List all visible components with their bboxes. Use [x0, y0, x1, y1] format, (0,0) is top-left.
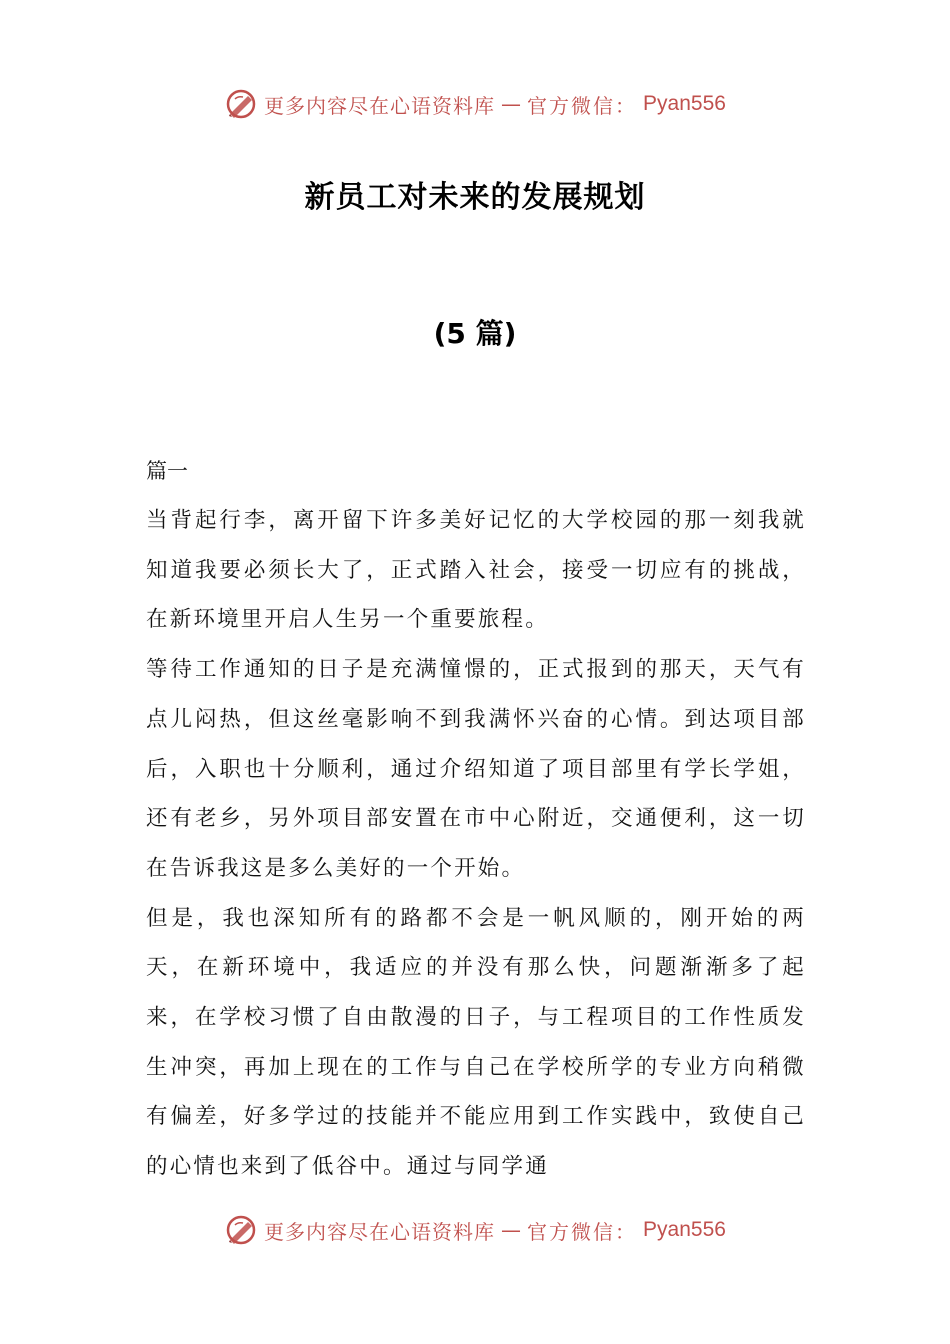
paragraph-2: 等待工作通知的日子是充满憧憬的，正式报到的那天，天气有点儿闷热，但这丝毫影响不到我满怀兴奋的心情。到达项目部后，入职也十分顺利，通过介绍知道了项目部里有学长学姐，还有老乡，另外项目部安置在市中心附近，交通便利，这一切在告诉我这是多么美好的一个开始。: [146, 657, 806, 881]
document-subtitle: (5 篇): [433, 317, 517, 350]
banner-wechat-id: Pyan556: [643, 1218, 726, 1241]
document-title: 新员工对未来的发展规划: [304, 180, 646, 215]
banner-promo-text: 更多内容尽在心语资料库: [264, 93, 496, 118]
pen-circle-logo-icon: [224, 87, 258, 121]
banner-wechat-label: 官方微信：: [527, 1219, 638, 1244]
paragraph-1: 当背起行李，离开留下许多美好记忆的大学校园的那一刻我就知道我要必须长大了，正式踏入社会，接受一切应有的挑战，在新环境里开启人生另一个重要旅程。: [146, 508, 806, 633]
banner-separator: —: [501, 92, 522, 116]
banner-separator: —: [501, 1218, 522, 1242]
footer-banner: [0, 1208, 950, 1252]
banner-wechat-label: 官方微信：: [527, 93, 638, 118]
document-body: [146, 446, 806, 1192]
section-label: 篇一: [146, 459, 188, 483]
paragraph-3: 但是，我也深知所有的路都不会是一帆风顺的，刚开始的两天，在新环境中，我适应的并没有那么快，问题渐渐多了起来，在学校习惯了自由散漫的日子，与工程项目的工作性质发生冲突，再加上现在的工作与自己在学校所学的专业方向稍微有偏差，好多学过的技能并不能应用到工作实践中，致使自己的心情也来到了低谷中。通过与同学通: [146, 905, 806, 1180]
banner-wechat-id: Pyan556: [643, 92, 726, 115]
pen-circle-logo-icon: [224, 1213, 258, 1247]
banner-promo-text: 更多内容尽在心语资料库: [264, 1219, 496, 1244]
header-banner: [0, 82, 950, 126]
